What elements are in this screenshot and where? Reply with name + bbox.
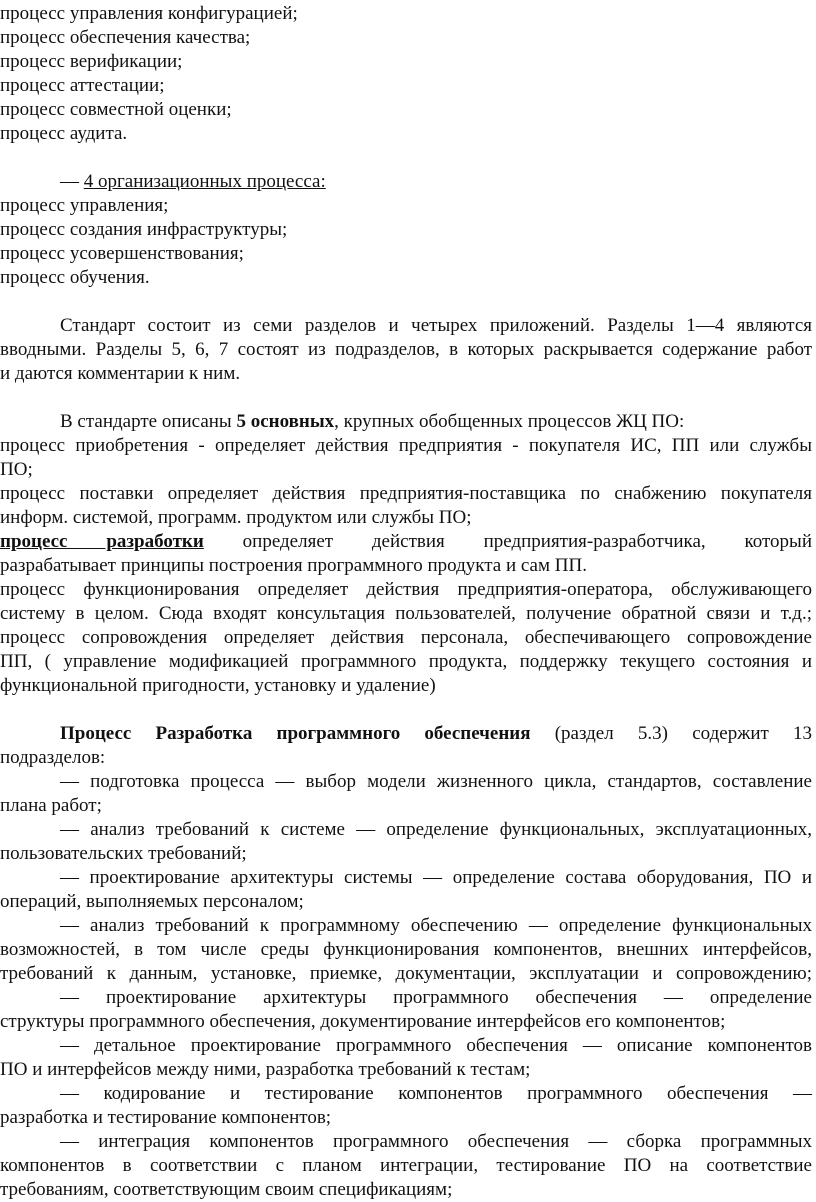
item-line: — интеграция компонентов программного обеспечения — сборка программных: [60, 1131, 812, 1152]
item-line: операций, выполняемых персоналом;: [0, 891, 304, 912]
spacer: [0, 386, 812, 410]
maintenance-paragraph: [0, 626, 812, 698]
intro-text-end: , крупных обобщенных процессов ЖЦ ПО:: [334, 411, 685, 432]
spacer: [0, 290, 812, 314]
spacer: [0, 146, 812, 170]
paragraph-line: ПП, ( управление модификацией программного продукта, поддержку текущего состояния и: [0, 651, 812, 672]
item-line: — проектирование архитектуры программного обеспечения — определение: [60, 987, 812, 1008]
item-line: компонентов в соответствии с планом интеграции, тестирование ПО на соответствие: [0, 1155, 812, 1176]
spacer: [0, 698, 812, 722]
acquisition-paragraph: [0, 434, 812, 482]
item-line: плана работ;: [0, 795, 102, 816]
item-line: пользовательских требований;: [0, 843, 247, 864]
dev-section-bold: Процесс Разработка программного обеспечения: [60, 723, 531, 744]
paragraph-line: процесс приобретения - определяет действия предприятия - покупателя ИС, ПП или службы: [0, 435, 812, 456]
paragraph-line: [0, 722, 812, 746]
subprocess-item: [0, 1130, 812, 1202]
dev-section-rest: (раздел 5.3) содержит 13: [530, 723, 812, 744]
item-line: — кодирование и тестирование компонентов программного обеспечения —: [60, 1083, 812, 1104]
paragraph-line: и даются комментарии к ним.: [0, 363, 241, 384]
item-line: возможностей, в том числе среды функционирования компонентов, внешних интерфейсов,: [0, 939, 812, 960]
list-item: процесс создания инфраструктуры;: [0, 219, 288, 240]
paragraph-line: Стандарт состоит из семи разделов и четырех приложений. Разделы 1—4 являются: [60, 315, 812, 336]
paragraph-line: подразделов:: [0, 747, 106, 768]
paragraph-line: процесс функционирования определяет действия предприятия-оператора, обслуживающего: [0, 579, 812, 600]
item-line: разработка и тестирование компонентов;: [0, 1107, 332, 1128]
development-bold: процесс разработки: [0, 531, 204, 552]
item-line: — детальное проектирование программного обеспечения — описание компонентов: [60, 1035, 812, 1056]
subprocess-item: [0, 986, 812, 1034]
list-item: процесс аудита.: [0, 123, 128, 144]
paragraph-line: процесс сопровождения определяет действия персонала, обеспечивающего сопровождение: [0, 627, 812, 648]
operation-paragraph: [0, 578, 812, 626]
item-line: — анализ требований к системе — определение функциональных, эксплуатационных,: [60, 819, 812, 840]
org-process-list: [0, 194, 812, 290]
paragraph-line: систему в целом. Сюда входят консультация пользователей, получение обратной связи и т.д.;: [0, 603, 812, 624]
intro-text: В стандарте описаны: [60, 411, 237, 432]
paragraph-line: функциональной пригодности, установку и удаление): [0, 675, 436, 696]
paragraph-line: информ. системой, программ. продуктом или службы ПО;: [0, 507, 472, 528]
item-line: — подготовка процесса — выбор модели жизненного цикла, стандартов, составление: [60, 771, 812, 792]
subprocess-list: [0, 770, 812, 1202]
heading-text: 4 организационных процесса:: [83, 171, 326, 192]
list-item: процесс обеспечения качества;: [0, 27, 251, 48]
development-rest: определяет действия предприятия-разработчика, который: [203, 531, 812, 552]
list-item: процесс совместной оценки;: [0, 99, 232, 120]
subprocess-item: [0, 770, 812, 818]
item-line: требованиям, соответствующим своим спецификациям;: [0, 1179, 453, 1200]
list-item: процесс усовершенствования;: [0, 243, 244, 264]
item-line: — проектирование архитектуры системы — определение состава оборудования, ПО и: [60, 867, 812, 888]
dev-section-paragraph: [0, 722, 812, 770]
paragraph-line: ПО;: [0, 459, 33, 480]
list-item: процесс управления конфигурацией;: [0, 3, 298, 24]
supply-paragraph: [0, 482, 812, 530]
paragraph-line: процесс поставки определяет действия предприятия-поставщика по снабжению покупателя: [0, 483, 812, 504]
org-process-heading: [0, 170, 812, 194]
list-item: процесс аттестации;: [0, 75, 165, 96]
main-processes-intro: [0, 410, 812, 434]
standard-paragraph: [0, 314, 812, 386]
item-line: ПО и интерфейсов между ними, разработка требований к тестам;: [0, 1059, 531, 1080]
item-line: требований к данным, установке, приемке, документации, эксплуатации и сопровождению;: [0, 963, 812, 984]
item-line: структуры программного обеспечения, документирование интерфейсов его компонентов;: [0, 1011, 726, 1032]
development-paragraph: [0, 530, 812, 578]
subprocess-item: [0, 818, 812, 866]
subprocess-item: [0, 1034, 812, 1082]
paragraph-line: разрабатывает принципы построения программного продукта и сам ПП.: [0, 555, 587, 576]
heading-dash: —: [60, 171, 84, 192]
list-item: процесс обучения.: [0, 267, 150, 288]
paragraph-line: [0, 530, 812, 554]
item-line: — анализ требований к программному обеспечению — определение функциональных: [60, 915, 812, 936]
list-item: процесс управления;: [0, 195, 169, 216]
paragraph-line: вводными. Разделы 5, 6, 7 состоят из подразделов, в которых раскрывается содержание работ: [0, 339, 812, 360]
list-item: процесс верификации;: [0, 51, 183, 72]
intro-bold: 5 основных: [236, 411, 335, 432]
subprocess-item: [0, 866, 812, 914]
subprocess-item: [0, 1082, 812, 1130]
support-process-list: [0, 2, 812, 146]
subprocess-item: [0, 914, 812, 986]
